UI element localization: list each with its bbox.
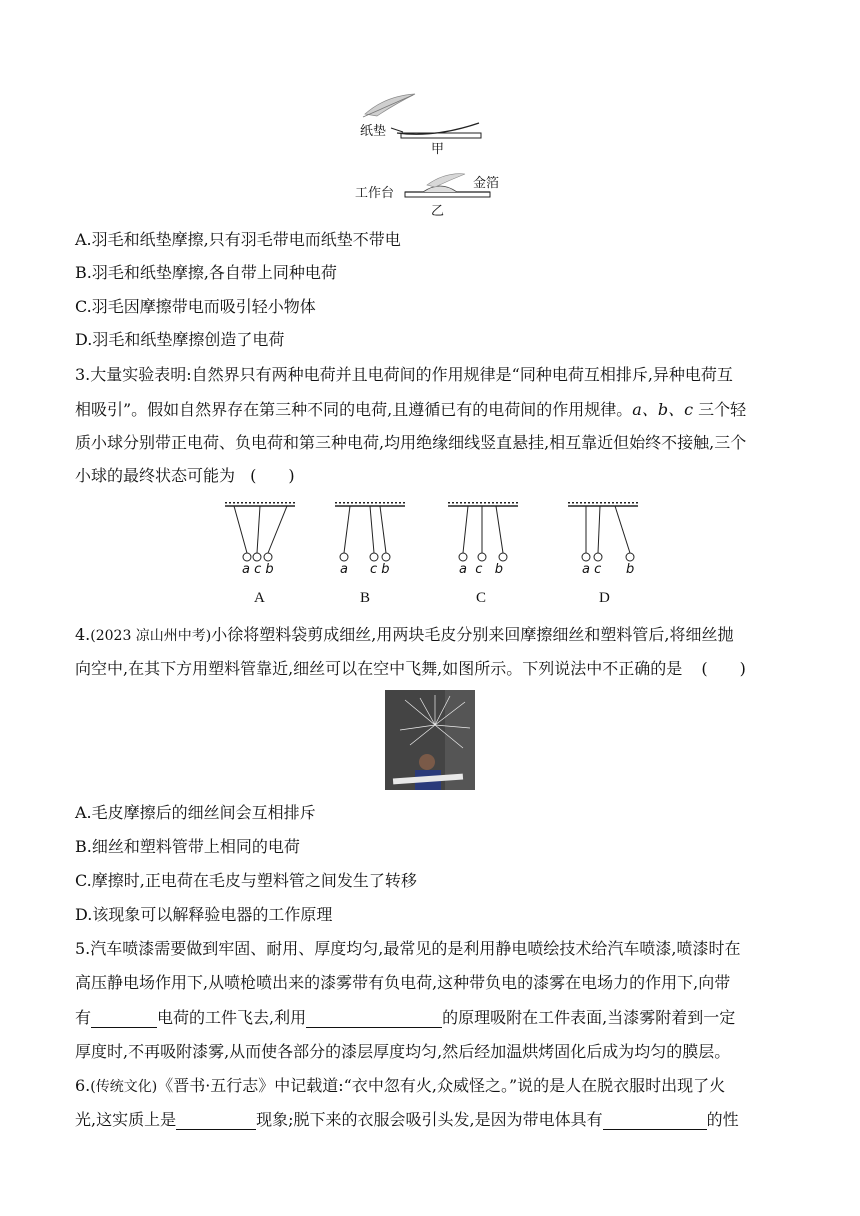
q4-option-d: D.该现象可以解释验电器的工作原理 bbox=[75, 905, 333, 924]
q4-number: 4. bbox=[75, 625, 91, 644]
q5-line-3a: 有 bbox=[75, 1008, 92, 1027]
q2-option-a: A.羽毛和纸垫摩擦,只有羽毛带电而纸垫不带电 bbox=[75, 230, 401, 249]
plastic-strands-photo bbox=[385, 690, 475, 790]
q3-line-2a: 相吸引”。假如自然界存在第三种不同的电荷,且遵循已有的电荷间的作用规律。 bbox=[75, 400, 633, 419]
q4-line-1-text: 小徐将塑料袋剪成细丝,用两块毛皮分别来回摩擦细丝和塑料管后,将细丝抛 bbox=[211, 625, 734, 644]
gold-foil-label: 金箔 bbox=[473, 176, 500, 191]
q6-line-2c: 的性 bbox=[706, 1110, 739, 1129]
q3-line-1: 3.大量实验表明:自然界只有两种电荷并且电荷间的作用规律是“同种电荷互相排斥,异种电荷互 bbox=[75, 365, 733, 384]
q3-line-2b: 三个轻 bbox=[693, 400, 747, 419]
diagram-a-labels: a c b bbox=[242, 562, 274, 577]
figure-yi-label: 乙 bbox=[431, 204, 445, 219]
pendulum-diagrams bbox=[220, 502, 660, 612]
q2-option-d: D.羽毛和纸垫摩擦创造了电荷 bbox=[75, 330, 285, 349]
q4-line-2 bbox=[75, 659, 746, 679]
diagram-letter-b: B bbox=[360, 590, 371, 606]
q3-line-3: 质小球分别带正电荷、负电荷和第三种电荷,均用绝缘细线竖直悬挂,相互靠近但始终不接触,三个 bbox=[75, 433, 747, 452]
q6-line-2 bbox=[75, 1110, 739, 1130]
q2-option-c: C.羽毛因摩擦带电而吸引轻小物体 bbox=[75, 297, 316, 316]
q6-line-2b: 现象;脱下来的衣服会吸引头发,是因为带电体具有 bbox=[256, 1110, 603, 1129]
workbench-label: 工作台 bbox=[355, 186, 395, 201]
q6-blank-1[interactable] bbox=[176, 1113, 256, 1130]
paper-pad-label: 纸垫 bbox=[360, 124, 387, 139]
q5-blank-1[interactable] bbox=[91, 1011, 157, 1028]
q4-answer-paren: ( ) bbox=[701, 659, 746, 678]
q6-number: 6. bbox=[75, 1076, 91, 1095]
diagram-letter-a: A bbox=[254, 590, 265, 606]
q6-line-1-text: 《晋书·五行志》中记载道:“衣中忽有火,众威怪之。”说的是人在脱衣服时出现了火 bbox=[157, 1076, 726, 1095]
q4-option-b: B.细丝和塑料管带上相同的电荷 bbox=[75, 837, 300, 856]
q6-line-2a: 光,这实质上是 bbox=[75, 1110, 177, 1129]
q2-option-b: B.羽毛和纸垫摩擦,各自带上同种电荷 bbox=[75, 263, 337, 282]
q5-line-3b: 电荷的工件飞去,利用 bbox=[157, 1008, 307, 1027]
q5-line-1: 5.汽车喷漆需要做到牢固、耐用、厚度均匀,最常见的是利用静电喷绘技术给汽车喷漆,喷漆时在 bbox=[75, 939, 741, 958]
q3-line-4-text: 小球的最终状态可能为 bbox=[75, 466, 236, 485]
q6-line-1 bbox=[75, 1076, 725, 1097]
q6-source: (传统文化) bbox=[90, 1079, 158, 1095]
q4-line-2-text: 向空中,在其下方用塑料管靠近,细丝可以在空中飞舞,如图所示。下列说法中不正确的是 bbox=[75, 659, 683, 678]
q4-source: (2023 凉山州中考) bbox=[90, 628, 212, 644]
pendulum-diagram-b bbox=[335, 502, 405, 561]
q3-line-4 bbox=[75, 466, 295, 486]
feather-icon bbox=[363, 94, 415, 117]
q4-option-c: C.摩擦时,正电荷在毛皮与塑料管之间发生了转移 bbox=[75, 871, 417, 890]
q5-blank-2[interactable] bbox=[306, 1011, 442, 1028]
q5-line-3c: 的原理吸附在工件表面,当漆雾附着到一定 bbox=[442, 1008, 736, 1027]
diagram-c-labels: a c b bbox=[459, 562, 504, 577]
diagram-d-label-b: b bbox=[626, 562, 635, 577]
q3-answer-paren: ( ) bbox=[250, 466, 295, 485]
diagram-letter-d: D bbox=[599, 590, 610, 606]
q5-line-2: 高压静电场作用下,从喷枪喷出来的漆雾带有负电荷,这种带负电的漆雾在电场力的作用下,向带 bbox=[75, 973, 731, 992]
pendulum-diagram-c bbox=[448, 502, 518, 561]
q6-blank-2[interactable] bbox=[603, 1113, 707, 1130]
photo-illustration bbox=[385, 690, 475, 790]
q3-line-2 bbox=[75, 400, 746, 420]
feather-figure bbox=[355, 90, 515, 220]
q5-line-4: 厚度时,不再吸附漆雾,从而使各部分的漆层厚度均匀,然后经加温烘烤固化后成为均匀的膜层。 bbox=[75, 1042, 731, 1061]
pendulum-diagram-a bbox=[225, 502, 295, 561]
q3-abc: a、b、c bbox=[632, 400, 694, 419]
figure-jia-label: 甲 bbox=[431, 142, 445, 157]
diagram-b-labels-cb: c b bbox=[370, 562, 390, 577]
diagram-letter-c: C bbox=[476, 590, 487, 606]
feather-icon bbox=[427, 174, 465, 187]
diagram-d-labels-ac: a c bbox=[582, 562, 602, 577]
pendulum-diagram-d bbox=[568, 502, 638, 561]
diagram-b-label-a: a bbox=[340, 562, 348, 577]
q5-line-3 bbox=[75, 1008, 735, 1028]
q4-line-1 bbox=[75, 625, 733, 646]
q4-option-a: A.毛皮摩擦后的细丝间会互相排斥 bbox=[75, 803, 316, 822]
